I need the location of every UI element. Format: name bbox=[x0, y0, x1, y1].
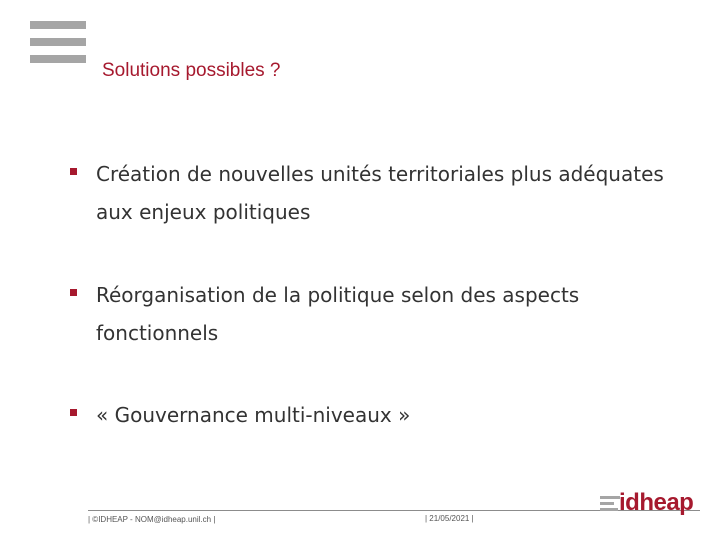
logo-lines-icon bbox=[600, 496, 620, 514]
bullet-list bbox=[70, 155, 670, 434]
header-logo-bars bbox=[30, 21, 86, 72]
square-bullet-icon bbox=[70, 409, 77, 416]
slide-title: Solutions possibles ? bbox=[102, 60, 281, 81]
footer-copyright: | ©IDHEAP - NOM@idheap.unil.ch | bbox=[88, 515, 216, 524]
bullet-item bbox=[70, 396, 670, 434]
bullet-text: « Gouvernance multi-niveaux » bbox=[96, 403, 411, 427]
square-bullet-icon bbox=[70, 289, 77, 296]
logo-bar-icon bbox=[30, 21, 86, 29]
logo-wordmark: idheap bbox=[619, 489, 694, 516]
idheap-logo bbox=[600, 489, 694, 522]
footer-date: | 21/05/2021 | bbox=[425, 514, 474, 523]
logo-bar-icon bbox=[30, 55, 86, 63]
bullet-text: Réorganisation de la politique selon des aspects fonctionnels bbox=[96, 283, 580, 345]
bullet-item bbox=[70, 276, 670, 352]
bullet-text: Création de nouvelles unités territoriales plus adéquates aux enjeux politiques bbox=[96, 162, 664, 224]
square-bullet-icon bbox=[70, 168, 77, 175]
logo-bar-icon bbox=[30, 38, 86, 46]
bullet-item bbox=[70, 155, 670, 231]
